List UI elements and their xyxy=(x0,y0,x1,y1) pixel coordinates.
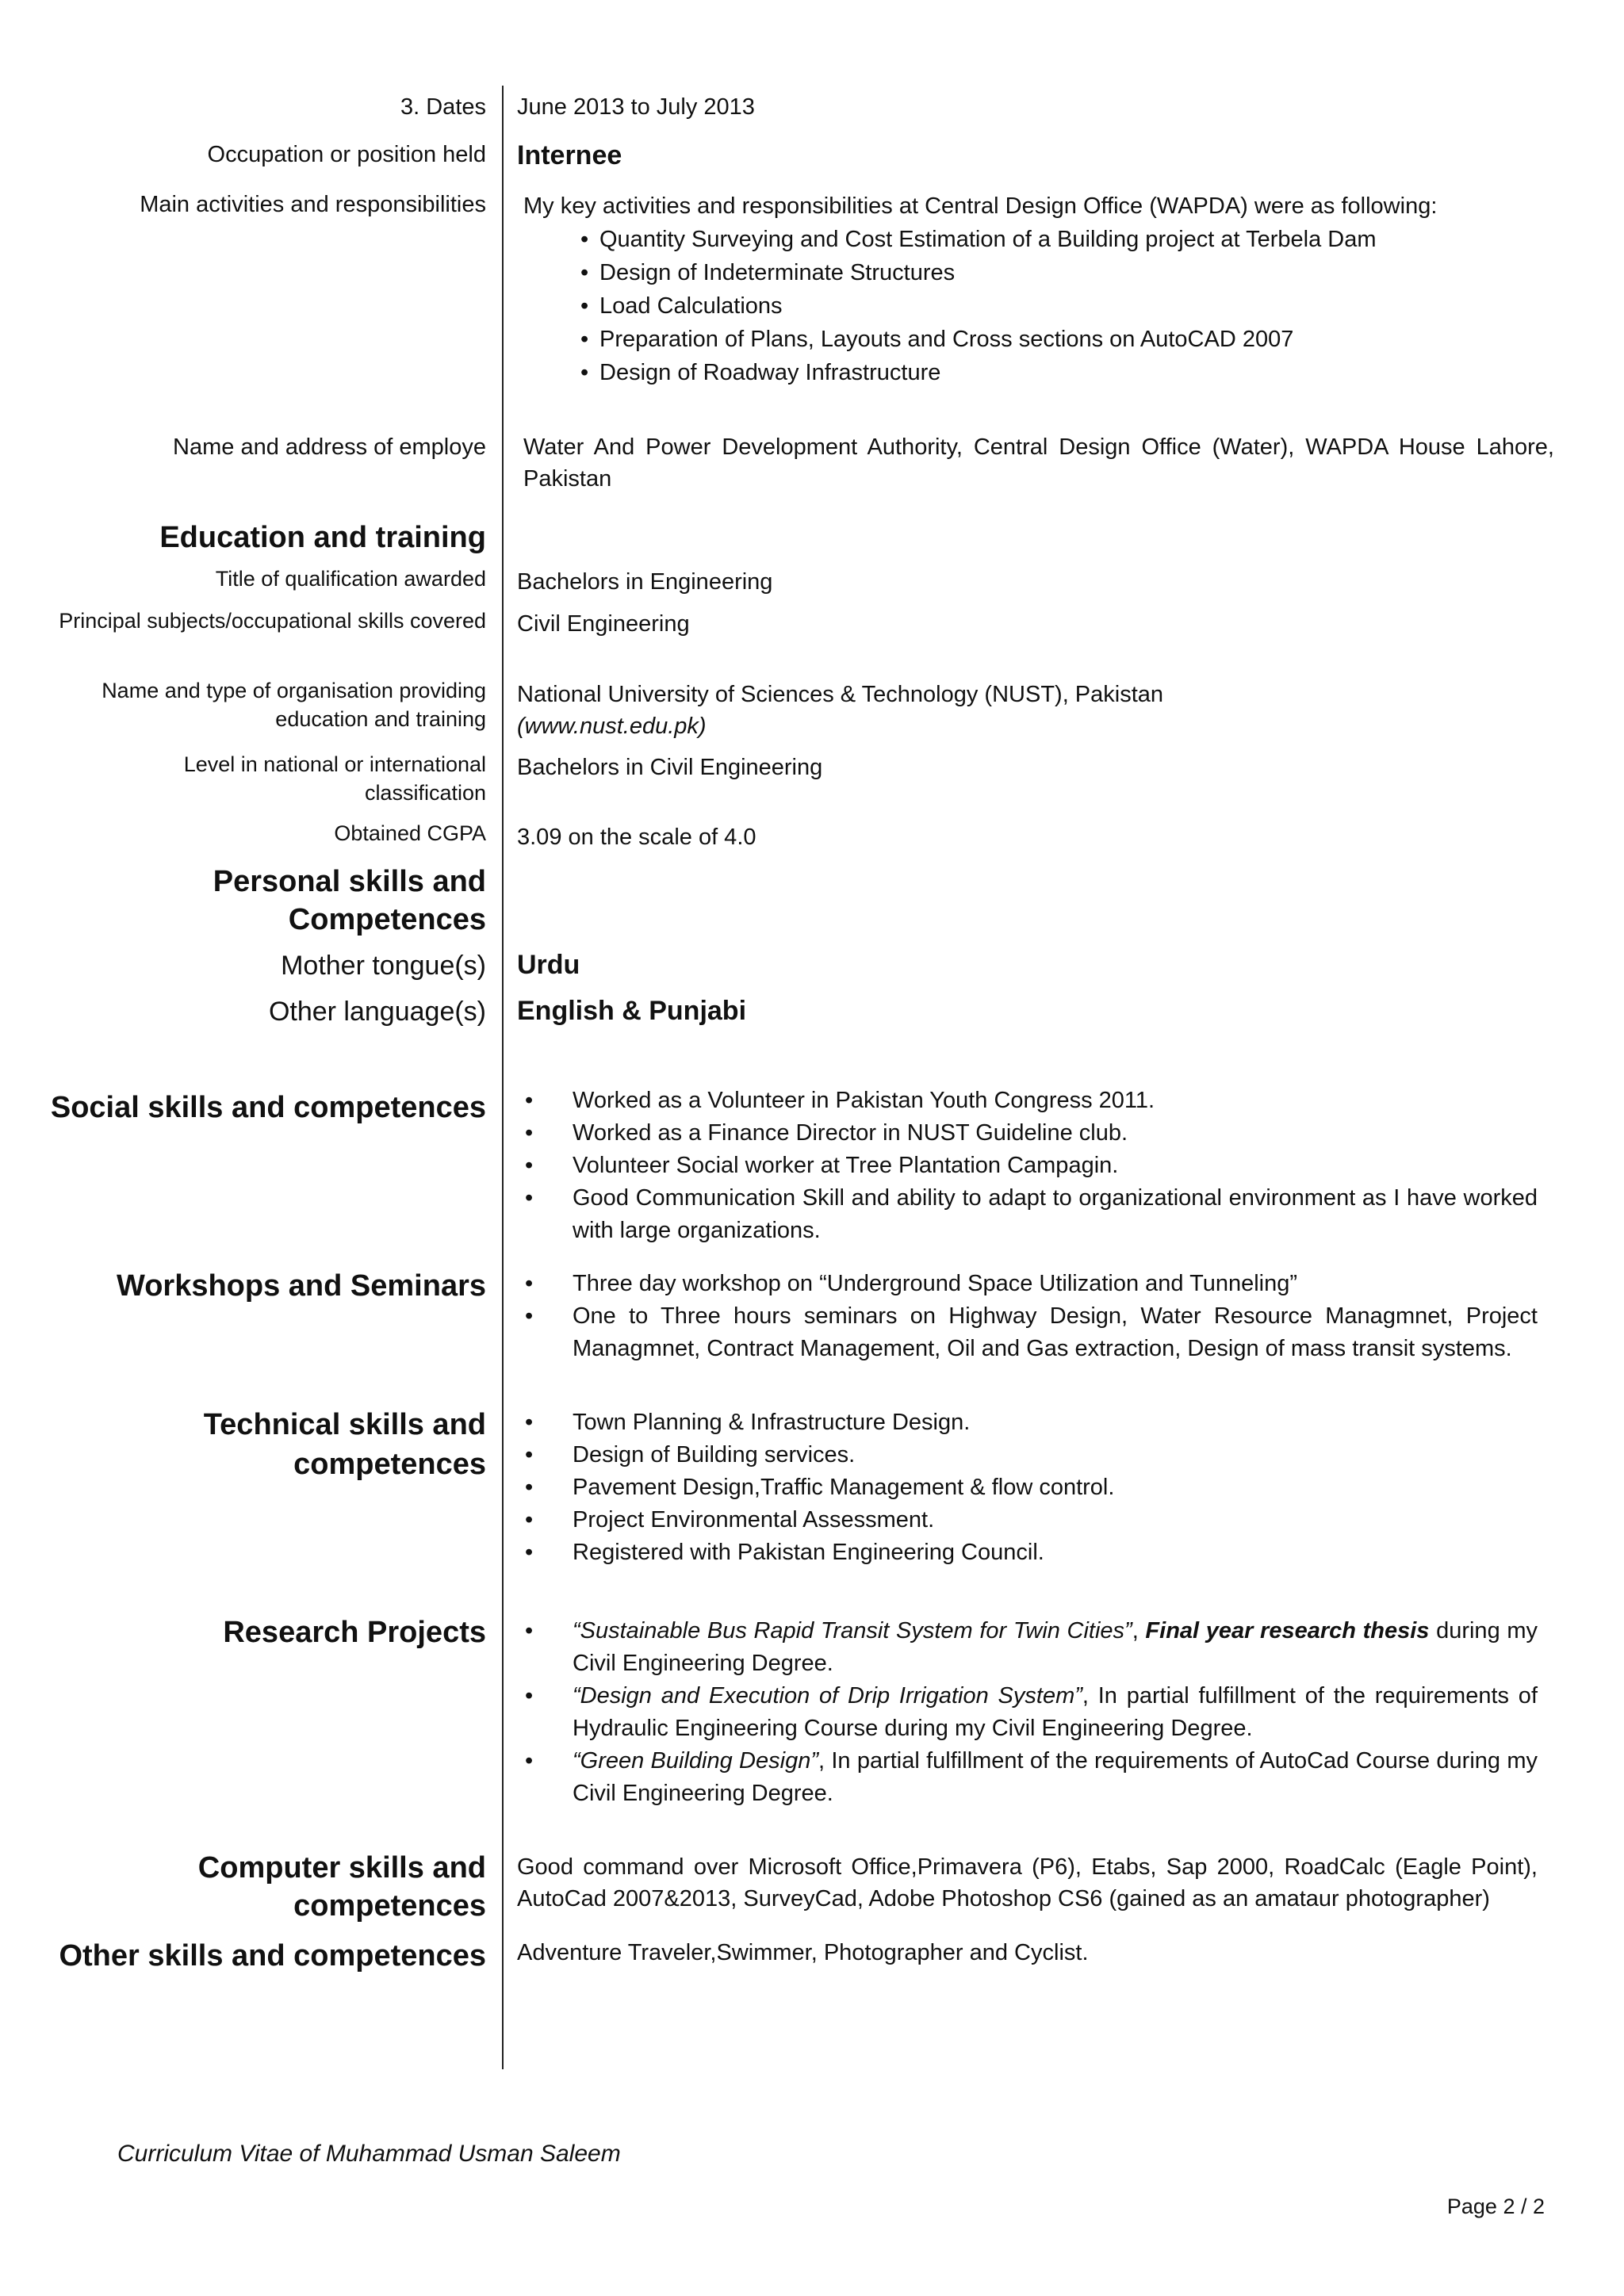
other-heading: Other skills and competences xyxy=(59,1939,486,1973)
mother-tongue-label: Mother tongue(s) xyxy=(281,951,486,981)
list-item: • Worked as a Volunteer in Pakistan Youth Congress 2011. xyxy=(573,1085,1538,1117)
list-item: • Town Planning & Infrastructure Design. xyxy=(573,1406,1538,1439)
column-divider xyxy=(502,86,504,2069)
list-item: • Preparation of Plans, Layouts and Cross sections on AutoCAD 2007 xyxy=(599,323,1377,356)
research-title: “Green Building Design” xyxy=(573,1748,818,1774)
dates-value: June 2013 to July 2013 xyxy=(517,94,755,120)
other-languages-value: English & Punjabi xyxy=(517,996,747,1026)
personal-heading-line2: Competences xyxy=(288,903,486,936)
subjects-value: Civil Engineering xyxy=(517,611,690,637)
research-list xyxy=(573,1615,1538,1810)
organisation-url: (www.nust.edu.pk) xyxy=(517,714,707,739)
other-languages-label: Other language(s) xyxy=(268,997,486,1027)
list-item: • Quantity Surveying and Cost Estimation of a Building project at Terbela Dam xyxy=(599,223,1377,256)
social-heading: Social skills and competences xyxy=(50,1091,486,1124)
list-item: • Design of Indeterminate Structures xyxy=(599,256,1377,289)
level-label: Level in national or international classification xyxy=(183,752,486,805)
education-heading: Education and training xyxy=(159,521,486,554)
other-value: Adventure Traveler,Swimmer, Photographer and Cyclist. xyxy=(517,1940,1089,1965)
personal-heading-line1: Personal skills and xyxy=(213,865,486,898)
occupation-value: Internee xyxy=(517,140,622,170)
footer-title: Curriculum Vitae of Muhammad Usman Saleem xyxy=(117,2141,621,2167)
activities-intro: My key activities and responsibilities at Central Design Office (WAPDA) were as following: xyxy=(523,193,1438,219)
list-item xyxy=(573,1680,1538,1745)
workshops-list xyxy=(573,1268,1538,1365)
organisation-label: Name and type of organisation providing education and training xyxy=(102,679,486,731)
technical-heading-line1: Technical skills and xyxy=(203,1408,486,1441)
cgpa-value: 3.09 on the scale of 4.0 xyxy=(517,825,756,850)
technical-heading-line2: competences xyxy=(293,1448,486,1481)
research-emphasis: Final year research thesis xyxy=(1145,1618,1430,1644)
list-item: • Registered with Pakistan Engineering Council. xyxy=(573,1536,1538,1569)
computer-heading-line2: competences xyxy=(293,1889,486,1923)
list-item: • Design of Building services. xyxy=(573,1439,1538,1471)
research-sep: , xyxy=(1132,1618,1146,1644)
employer-label: Name and address of employe xyxy=(173,434,486,460)
list-item: • One to Three hours seminars on Highway Design, Water Resource Managmnet, Project Managmnet, Contract Management, Oil and Gas extraction, Design of mass transit systems. xyxy=(573,1300,1538,1365)
level-value: Bachelors in Civil Engineering xyxy=(517,755,823,780)
list-item: • Project Environmental Assessment. xyxy=(573,1504,1538,1536)
subjects-label: Principal subjects/occupational skills covered xyxy=(59,609,486,633)
qualification-value: Bachelors in Engineering xyxy=(517,569,773,595)
employer-value: Water And Power Development Authority, Central Design Office (Water), WAPDA House Lahore, Pakistan xyxy=(523,434,1554,492)
research-detail: , In partial fulfillment of the requirements of Hydraulic Engineering Course during my Civil Engineering Degree. xyxy=(573,1683,1538,1741)
technical-list xyxy=(573,1406,1538,1569)
dates-label: 3. Dates xyxy=(400,94,486,120)
activities-label: Main activities and responsibilities xyxy=(140,192,486,217)
research-heading: Research Projects xyxy=(223,1616,486,1649)
computer-value: Good command over Microsoft Office,Primavera (P6), Etabs, Sap 2000, RoadCalc (Eagle Point), AutoCad 2007&2013, SurveyCad, Adobe Photoshop CS6 (gained as an amataur photographer) xyxy=(517,1854,1538,1911)
research-title: “Design and Execution of Drip Irrigation System” xyxy=(573,1683,1082,1709)
list-item: • Worked as a Finance Director in NUST Guideline club. xyxy=(573,1117,1538,1150)
list-item: • Load Calculations xyxy=(599,289,1377,323)
list-item xyxy=(573,1745,1538,1810)
research-detail: during my Civil Engineering Degree. xyxy=(573,1618,1538,1676)
research-detail: , In partial fulfillment of the requirements of AutoCad Course during my Civil Engineering Degree. xyxy=(573,1748,1538,1806)
research-title: “Sustainable Bus Rapid Transit System for Twin Cities” xyxy=(573,1618,1132,1644)
qualification-label: Title of qualification awarded xyxy=(215,567,486,591)
organisation-value: National University of Sciences & Technology (NUST), Pakistan xyxy=(517,682,1164,707)
list-item: • Volunteer Social worker at Tree Plantation Campagin. xyxy=(573,1150,1538,1182)
list-item xyxy=(573,1615,1538,1680)
social-list xyxy=(573,1085,1538,1247)
list-item: • Good Communication Skill and ability to adapt to organizational environment as I have worked with large organizations. xyxy=(573,1182,1538,1247)
list-item: • Pavement Design,Traffic Management & flow control. xyxy=(573,1471,1538,1504)
page-number: Page 2 / 2 xyxy=(1446,2195,1545,2218)
workshops-heading: Workshops and Seminars xyxy=(117,1269,486,1303)
mother-tongue-value: Urdu xyxy=(517,950,580,980)
occupation-label: Occupation or position held xyxy=(207,142,486,167)
list-item: • Three day workshop on “Underground Space Utilization and Tunneling” xyxy=(573,1268,1538,1300)
computer-heading-line1: Computer skills and xyxy=(197,1851,486,1885)
list-item: • Design of Roadway Infrastructure xyxy=(599,356,1377,389)
activities-list xyxy=(599,223,1377,389)
cgpa-label: Obtained CGPA xyxy=(334,821,486,845)
